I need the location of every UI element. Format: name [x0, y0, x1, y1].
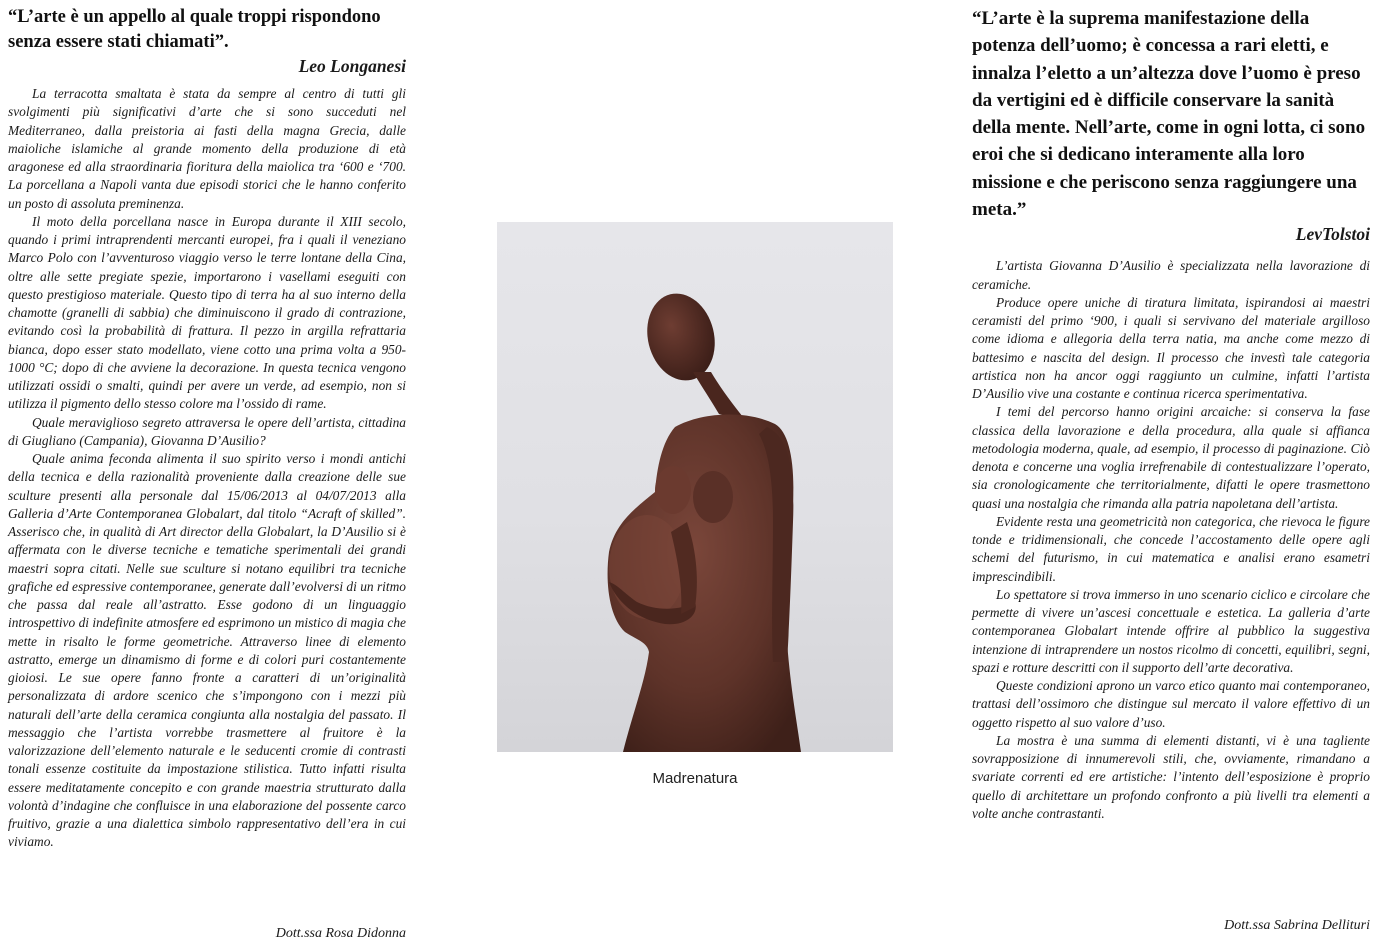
right-paragraph: Produce opere uniche di tiratura limitata, ispirandosi ai maestri ceramisti del primo ‘900, i quali si servivano del materiale argilloso come idioma e allegoria della terra natia, ma anche come mezzo di battesimo e nascita del design. Il processo che investì tale categoria artistica non ha ancor oggi raggiunto un culmine, infatti l’artista D’Ausilio vive una costante e continua ricerca sperimentativa. [972, 294, 1370, 402]
right-paragraph: La mostra è una summa di elementi distanti, vi è una tagliente sovrapposizione di innumerevoli stili, che, ovviamente, rimandano a svariate correnti ed ere artistiche: l’intento dell’esposizione è proprio quello di architettare un profondo confronto a più livelli tra elementi a volte anche contrastanti. [972, 732, 1370, 821]
left-article-body [8, 85, 406, 852]
sculpture-figure-icon [497, 222, 893, 752]
left-paragraph: Il moto della porcellana nasce in Europa durante il XIII secolo, quando i primi intraprendenti mercanti europei, fra i quali il veneziano Marco Polo con l’avventuroso viaggio verso le terre lontane della Cina, oltre alle sette pregiate spezie, importarono i vasellami eseguiti con questo prestigioso materiale. Questo tipo di terra ha al suo interno della chamotte (granelli di sabbia) che diminuiscono il grado di contrazione, evitando così la probabilità di frattura. Il pezzo in argilla refrattaria bianca, dopo esser stato modellato, viene cotto una prima volta a 950-1000 °C; dopo di che avviene la decorazione. In questa tecnica vengono utilizzati ossidi o smalti, quindi per avere un verde, ad esempio, non si utilizza il pigmento dello stesso colore ma l’ossido di rame. [8, 213, 406, 412]
right-quote-author: LevTolstoi [1295, 224, 1370, 245]
left-paragraph: Quale meraviglioso segreto attraversa le opere dell’artista, cittadina di Giugliano (Campania), Giovanna D’Ausilio? [8, 414, 406, 448]
left-paragraph: Quale anima feconda alimenta il suo spirito verso i mondi antichi della tecnica e della razionalità proveniente dalla creazione delle sue sculture presenti alla personale dal 15/06/2013 al 04/07/2013 alla Galleria d’Arte Contemporanea Globalart, dal titolo “Acraft of skilled”. Asserisco che, in qualità di Art director della Globalart, la D’Ausilio si è affermata con le diverse tecniche e tematiche sperimentali dei grandi maestri sopra citati. Nelle sue sculture si notano equilibri tra tecniche grafiche ed espressive contemporanee, generate dall’evolversi di un ritmo che passa dal reale all’astratto. Esse godono di un linguaggio introspettivo di indefinite atmosfere ed esprimono un mistico di magia che mette in risalto le forme geometriche. Attraverso linee di elemento astratto, emerge un dinamismo di forme e di colori puri costantemente gioiosi. Le sue opere fanno fronte a caratteri di un’originalità personalizzata di ardore scenico che s’impongono con i mezzi più naturali dell’arte della ceramica congiunta alla nostalgia del passato. Il messaggio che l’artista vorrebbe trasmettere al fruitore è la valorizzazione dell’elemento naturale e le seducenti cromie di contrasti tonali essenze costituite da impostazione stilistica. Tutto infatti risulta essere meditatamente concepito e con grande maestria strutturato dalla volontà d’indagine che confluisce in una elaborazione del possente carco fruitivo, grazie a una dialettica simbolo rappresentativo dell’era in cui viviamo. [8, 451, 406, 850]
right-quote: “L’arte è la suprema manifestazione della potenza dell’uomo; è concessa a rari eletti, e innalza l’eletto a un’altezza dove l’uomo è preso da vertigini ed è difficile conservare la sanità della mente. Nell’arte, come in ogni lotta, ci sono eroi che si dedicano interamente alla loro missione e che periscono senza raggiungere una meta.” [972, 8, 1366, 221]
left-signature: Dott.ssa Rosa Didonna [275, 926, 406, 941]
left-column [8, 0, 406, 852]
left-quote-author: Leo Longanesi [298, 56, 406, 76]
right-paragraph: L’artista Giovanna D’Ausilio è specializzata nella lavorazione di ceramiche. [972, 258, 1370, 292]
right-article-body [972, 257, 1370, 823]
left-quote: “L’arte è un appello al quale troppi rispondono senza essere stati chiamati”. [8, 7, 381, 52]
right-paragraph: I temi del percorso hanno origini arcaiche: si conserva la fase classica della lavorazione e della procedura, alla quale si affianca metodologia moderna, quale, ad esempio, il processo di paginazione. Ciò denota e concerne una voglia irrefrenabile di contestualizzare l’operato, sia cronologicamente che territorialmente, difatti le opere trasmettono quasi una nostalgia che rimanda alla patria napoletana dell’artista. [972, 404, 1370, 511]
right-paragraph: Queste condizioni aprono un varco etico quanto mai contemporaneo, trattasi dell’ossimoro che distingue sul mercato il valore effettivo di un oggetto rispetto al suo valore d’uso. [972, 678, 1370, 730]
right-signature: Dott.ssa Sabrina Dellituri [1224, 918, 1370, 933]
right-paragraph: Evidente resta una geometricità non categorica, che rievoca le figure tonde e tridimensionali, che concede l’accostamento delle opere agli schemi del futurismo, in cui matematica e analisi erano esametri imprescindibili. [972, 513, 1370, 584]
right-column [972, 0, 1370, 823]
right-paragraph: Lo spettatore si trova immerso in uno scenario ciclico e circolare che permette di vivere un’ascesi concettuale e estetica. La galleria d’arte contemporanea Globalart intende offrire al pubblico la suggestiva intenzione di intraprendere un nostos ricolmo di concetti, equilibri, segni, spazi e rotture descritti con il supporto dell’arte decorativa. [972, 586, 1370, 675]
left-paragraph: La terracotta smaltata è stata da sempre al centro di tutti gli svolgimenti più significativi d’arte che si sono succeduti nel Mediterraneo, dalla preistoria ai fasti della magna Grecia, dalle maioliche islamiche al grande momento della produzione di età aragonese ed alla straordinaria fioritura della maiolica tra ‘600 e ‘700. La porcellana a Napoli vanta due episodi storici che le hanno conferito un posto di assoluta preminenza. [8, 86, 406, 211]
sculpture-photo [497, 222, 893, 752]
photo-caption: Madrenatura [652, 770, 738, 787]
